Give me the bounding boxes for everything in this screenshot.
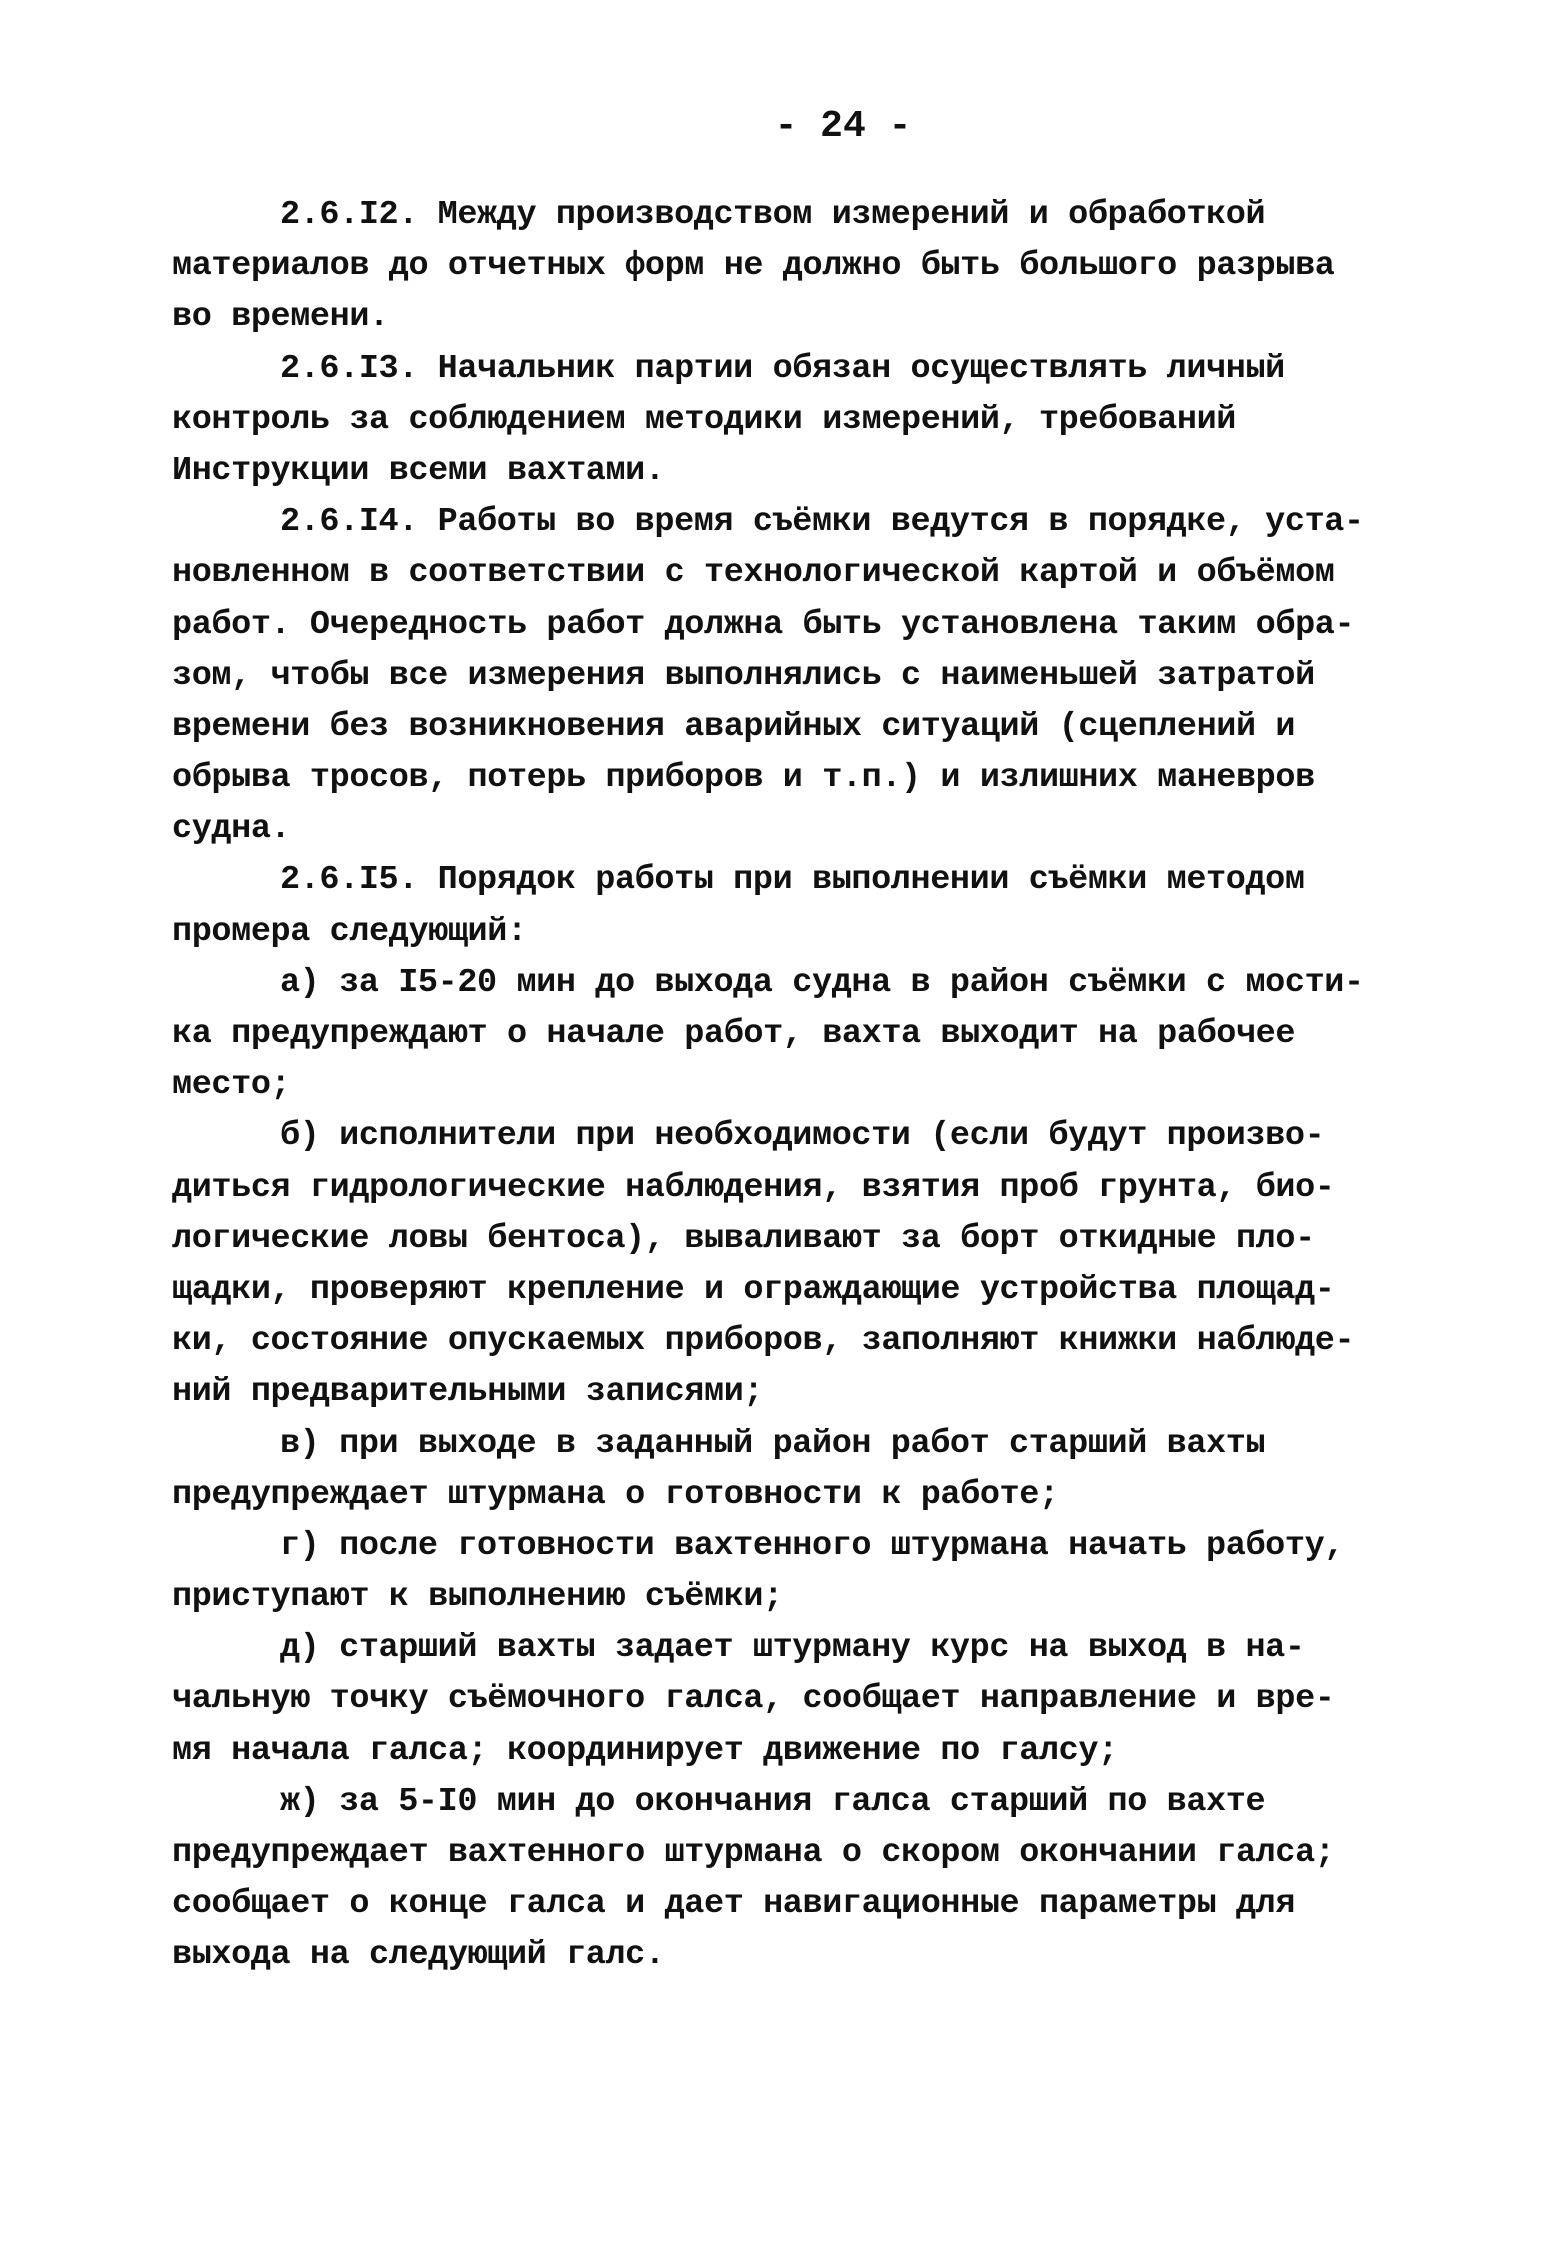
- text-line: зом, чтобы все измерения выполнялись с наименьшей затратой: [172, 656, 1315, 695]
- text-line: контроль за соблюдением методики измерений, требований: [172, 400, 1236, 439]
- text-line: в) при выходе в заданный район работ старший вахты: [280, 1424, 1266, 1463]
- text-line: работ. Очередность работ должна быть установлена таким обра-: [172, 605, 1355, 644]
- text-line: д) старший вахты задает штурману курс на выход в на-: [280, 1629, 1305, 1668]
- document-body: [172, 190, 1432, 1982]
- text-line: Инструкции всеми вахтами.: [172, 451, 665, 490]
- text-line: материалов до отчетных форм не должно быть большого разрыва: [172, 247, 1335, 286]
- text-line: во времени.: [172, 298, 389, 337]
- text-line: щадки, проверяют крепление и ограждающие устройства площад-: [172, 1270, 1335, 1309]
- text-line: г) после готовности вахтенного штурмана начать работу,: [280, 1526, 1344, 1565]
- text-line: времени без возникновения аварийных ситуаций (сцеплений и: [172, 707, 1296, 746]
- text-line: предупреждает вахтенного штурмана о скором окончании галса;: [172, 1834, 1335, 1872]
- text-line: новленном в соответствии с технологической картой и объёмом: [172, 554, 1335, 593]
- page-number: - 24 -: [774, 105, 912, 148]
- text-line: судна.: [172, 810, 291, 849]
- text-line: мя начала галса; координирует движение по галсу;: [172, 1731, 1118, 1770]
- text-line: ний предварительными записями;: [172, 1373, 764, 1412]
- text-line: ки, состояние опускаемых приборов, заполняют книжки наблюде-: [172, 1322, 1355, 1361]
- text-line: логические ловы бентоса), вываливают за борт откидные пло-: [172, 1219, 1315, 1258]
- text-line: место;: [172, 1066, 291, 1105]
- text-line: а) за I5-20 мин до выхода судна в район съёмки с мости-: [280, 963, 1364, 1002]
- text-line: б) исполнители при необходимости (если будут произво-: [280, 1117, 1325, 1156]
- text-line: чальную точку съёмочного галса, сообщает направление и вре-: [172, 1680, 1335, 1719]
- text-line: ж) за 5-I0 мин до окончания галса старший по вахте: [280, 1782, 1266, 1821]
- text-line: 2.6.I3. Начальник партии обязан осуществлять личный: [280, 349, 1285, 388]
- text-line: 2.6.I4. Работы во время съёмки ведутся в порядке, уста-: [280, 503, 1364, 542]
- text-line: приступают к выполнению съёмки;: [172, 1578, 783, 1617]
- text-line: выхода на следующий галс.: [172, 1936, 665, 1975]
- text-line: обрыва тросов, потерь приборов и т.п.) и излишних маневров: [172, 759, 1315, 798]
- text-line: диться гидрологические наблюдения, взятия проб грунта, био-: [172, 1168, 1335, 1207]
- text-line: ка предупреждают о начале работ, вахта выходит на рабочее: [172, 1015, 1296, 1053]
- text-line: предупреждает штурмана о готовности к работе;: [172, 1475, 1059, 1514]
- text-line: 2.6.I2. Между производством измерений и обработкой: [280, 196, 1266, 234]
- text-line: сообщает о конце галса и дает навигационные параметры для: [172, 1885, 1296, 1924]
- text-line: 2.6.I5. Порядок работы при выполнении съёмки методом: [280, 861, 1305, 900]
- text-line: промера следующий:: [172, 912, 527, 951]
